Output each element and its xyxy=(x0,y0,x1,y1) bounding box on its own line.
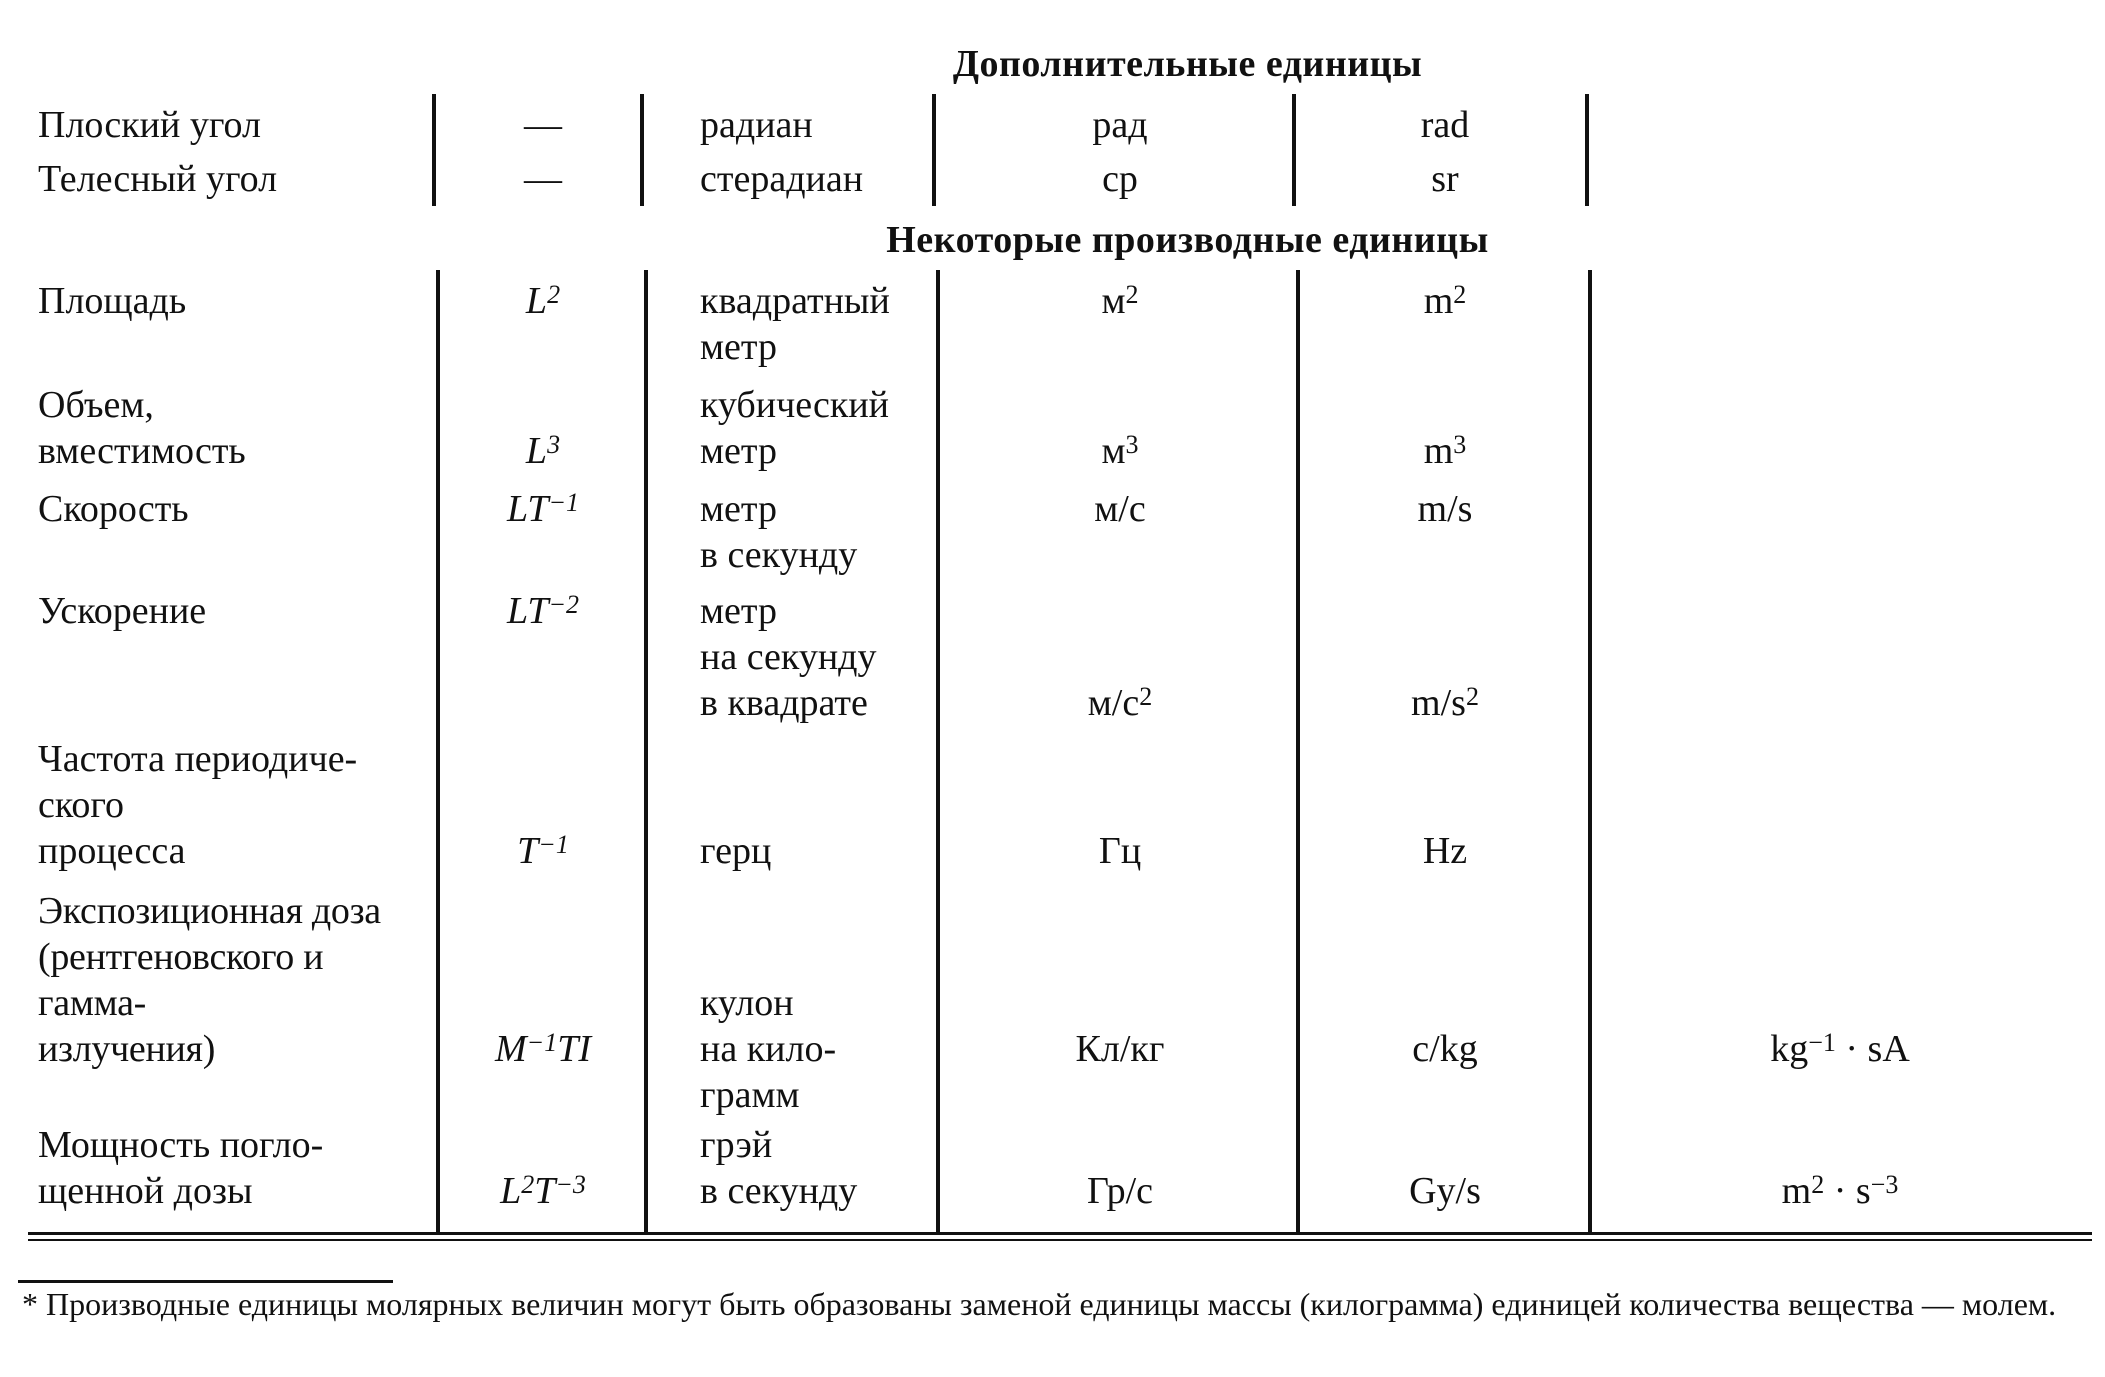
column-divider xyxy=(640,94,644,206)
unit-name: кулон на кило- грамм xyxy=(700,982,837,1116)
unit-symbol-intl: $m^3$ xyxy=(1423,430,1467,472)
table-bottom-rule xyxy=(28,1232,2092,1235)
unit-symbol-ru: Кл/кг xyxy=(1075,1028,1165,1070)
quantity-name: Плоский угол xyxy=(38,104,261,146)
dimension: $T^{-1}$ xyxy=(517,830,569,872)
dimension: $LT^{-2}$ xyxy=(506,590,580,632)
column-divider xyxy=(436,270,440,1232)
unit-name: квадратный метр xyxy=(700,280,890,368)
quantity-name: Скорость xyxy=(38,488,189,530)
dimension: $LT^{-1}$ xyxy=(506,488,580,530)
expression-base-units: $m^2 \cdot s^{-3}$ xyxy=(1781,1170,1899,1212)
column-divider xyxy=(644,270,648,1232)
column-divider xyxy=(932,94,936,206)
dimension: — xyxy=(524,158,562,200)
unit-symbol-ru: $м/с^2$ xyxy=(1087,682,1153,724)
unit-name: радиан xyxy=(700,104,813,146)
unit-symbol-ru: рад xyxy=(1092,104,1148,146)
quantity-name: Объем, вместимость xyxy=(38,384,246,472)
table-bottom-rule xyxy=(28,1239,2092,1241)
unit-name: грэй в секунду xyxy=(700,1124,858,1212)
unit-symbol-intl: rad xyxy=(1420,104,1470,146)
column-divider xyxy=(936,270,940,1232)
unit-name: метр в секунду xyxy=(700,488,858,576)
section-heading-derived: Некоторые производные единицы xyxy=(886,219,1489,261)
unit-name: метр на секунду в квадрате xyxy=(700,590,877,724)
quantity-name: Телесный угол xyxy=(38,158,278,200)
dimension: — xyxy=(524,104,562,146)
quantity-name: Мощность погло- щенной дозы xyxy=(38,1124,324,1212)
unit-symbol-ru: $м^2$ xyxy=(1101,280,1139,322)
unit-symbol-ru: $м^3$ xyxy=(1101,430,1139,472)
unit-name: кубический метр xyxy=(700,384,890,472)
unit-name: герц xyxy=(700,830,772,872)
quantity-name: Частота периодиче- ского процесса xyxy=(38,738,358,872)
unit-symbol-intl: c/kg xyxy=(1412,1028,1478,1070)
column-divider xyxy=(432,94,436,206)
quantity-name: Ускорение xyxy=(38,590,207,632)
unit-symbol-ru: Гц xyxy=(1098,830,1142,872)
dimension: $L^3$ xyxy=(525,430,561,472)
expression-base-units: $kg^{-1}$ · sA xyxy=(1770,1028,1910,1070)
unit-symbol-ru: Гр/с xyxy=(1087,1170,1153,1212)
unit-symbol-intl: m/s xyxy=(1417,488,1473,530)
unit-name: стерадиан xyxy=(700,158,864,200)
unit-symbol-intl: $m/s^2$ xyxy=(1411,682,1479,724)
column-divider xyxy=(1296,270,1300,1232)
column-divider xyxy=(1588,270,1592,1232)
section-heading-supplementary: Дополнительные единицы xyxy=(952,43,1423,85)
unit-symbol-intl: $m^2$ xyxy=(1423,280,1467,322)
quantity-name: Экспозиционная доза (рентгеновского и гамма- излучения) xyxy=(38,890,381,1070)
dimension: $L^2$ xyxy=(525,280,561,322)
unit-symbol-intl: Hz xyxy=(1422,830,1468,872)
unit-symbol-intl: sr xyxy=(1431,158,1459,200)
footnote-rule xyxy=(18,1280,393,1283)
unit-symbol-ru: ср xyxy=(1102,158,1138,200)
dimension: $L^2T^{-3}$ xyxy=(500,1170,586,1212)
quantity-name: Площадь xyxy=(38,280,187,322)
unit-symbol-intl: Gy/s xyxy=(1409,1170,1481,1212)
footnote: * Производные единицы молярных величин могут быть образованы заменой единицы массы (килограмма) единицей количества вещества — молем. xyxy=(22,1286,2057,1322)
dimension: $M^{-1}TI$ xyxy=(495,1028,591,1070)
column-divider xyxy=(1585,94,1589,206)
unit-symbol-ru: м/с xyxy=(1094,488,1146,530)
column-divider xyxy=(1292,94,1296,206)
